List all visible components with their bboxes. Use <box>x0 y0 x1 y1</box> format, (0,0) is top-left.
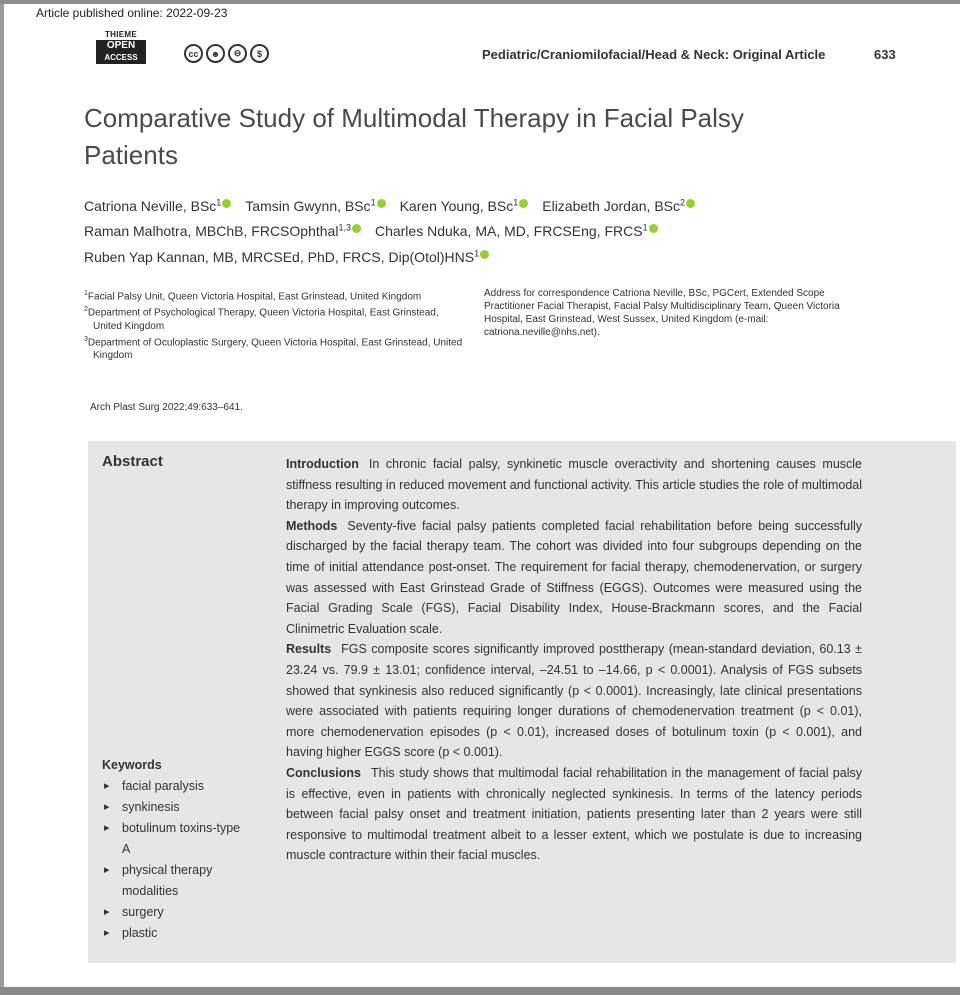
affiliation-number: 2 <box>84 306 88 314</box>
author <box>84 223 361 239</box>
logo-line-1: THIEME <box>104 30 138 39</box>
abstract-section <box>286 454 862 516</box>
affiliation-text: Department of Psychological Therapy, Queen Victoria Hospital, East Grinstead, United Kingdom <box>87 307 439 332</box>
orcid-icon[interactable] <box>480 250 489 259</box>
affiliation <box>84 287 469 303</box>
orcid-icon[interactable] <box>222 199 231 208</box>
author-affiliation-number: 1 <box>642 222 648 233</box>
abstract-section-text: This study shows that multimodal facial rehabilitation in the management of facial palsy is effective, even in patients with chronically neglected synkinesis. In terms of the latency periods between facial palsy onset and treatment initiation, patients presenting later than 2 years were still responsive to multimodal treatment albeit to a lesser extent, which we postulate is due to increasing muscle contracture within their facial muscles. <box>286 765 862 863</box>
keywords-list <box>102 776 242 944</box>
citation: Arch Plast Surg 2022;49:633–641. <box>90 402 243 413</box>
page-number: 633 <box>874 47 896 62</box>
author-affiliation-number: 1,3 <box>338 222 351 233</box>
nd-icon: $ <box>250 44 269 63</box>
logo-line-3: ACCESS <box>96 52 146 64</box>
author-list <box>84 191 824 268</box>
author <box>84 198 231 214</box>
running-head: Pediatric/Craniomilofacial/Head & Neck: Original Article <box>482 47 826 62</box>
orcid-icon[interactable] <box>519 199 528 208</box>
author <box>400 198 529 214</box>
abstract-section-text: In chronic facial palsy, synkinetic muscle overactivity and shortening causes muscle stiffness resulting in reduced movement and functional activity. This article studies the role of multimodal therapy in improving outcomes. <box>286 457 862 513</box>
viewer-bottom-bar <box>0 987 960 995</box>
author-affiliation-number: 1 <box>513 197 519 207</box>
author-name: Raman Malhotra, MBChB, FRCSOphthal <box>84 223 339 240</box>
author <box>375 223 658 239</box>
article-title: Comparative Study of Multimodal Therapy in Facial Palsy Patients <box>84 103 744 170</box>
keywords-block <box>102 755 242 944</box>
keywords-heading: Keywords <box>102 758 162 772</box>
logo-line-2: OPEN <box>96 40 146 52</box>
abstract-section <box>286 516 862 640</box>
abstract-section <box>286 639 862 763</box>
abstract-section-heading: Introduction <box>286 457 359 471</box>
cc-icon: cc <box>184 44 203 63</box>
affiliation-number: 1 <box>84 290 88 297</box>
author-affiliation-number: 2 <box>680 197 686 207</box>
author <box>245 198 385 214</box>
affiliation-list <box>84 287 469 362</box>
keyword-item: ▸ surgery <box>102 902 242 923</box>
affiliation-text: Facial Palsy Unit, Queen Victoria Hospital, East Grinstead, United Kingdom <box>87 291 422 303</box>
published-online-stamp: Article published online: 2022-09-23 <box>36 6 228 20</box>
author <box>542 198 695 214</box>
abstract-section-text: Seventy-five facial palsy patients completed facial rehabilitation before being successfully discharged by the facial therapy team. The cohort was divided into four subgroups depending on the time of initial attendance post-onset. The requirement for facial therapy, chemodenervation, or surgery was assessed with East Grinstead Grade of Stiffness (EGGS). Outcomes were measured using the Facial Grading Scale (FGS), Facial Disability Index, House-Brackmann scores, and the Facial Clinimetric Evaluation scale. <box>286 518 862 636</box>
abstract-box <box>88 441 956 963</box>
affiliation <box>84 303 469 332</box>
orcid-icon[interactable] <box>377 199 386 208</box>
affiliation-number: 3 <box>84 335 88 343</box>
abstract-section <box>286 763 862 866</box>
keyword-item: ▸ botulinum toxins-type A <box>102 818 242 860</box>
author-name: Tamsin Gwynn, BSc <box>245 197 371 214</box>
abstract-section-text: FGS composite scores significantly improved posttherapy (mean-standard deviation, 60.13 ± 23.24 vs. 79.9 ± 13.01; confidence interval, –24.51 to –14.66, p < 0.0001). Analysis of FGS subsets showed that synkinesis also reduced significantly (p < 0.0001). Increasingly, late clinical presentations were associated with patients requiring longer durations of chemodenervation treatment (p < 0.01), more chemodenervation episodes (p < 0.01), increased doses of botulinum toxin (p < 0.001), and having higher EGGS score (p < 0.001). <box>286 642 862 760</box>
author <box>84 249 489 265</box>
affiliation <box>84 333 469 362</box>
abstract-heading: Abstract <box>102 453 163 470</box>
author-affiliation-number: 1 <box>216 197 222 207</box>
correspondence-address: Address for correspondence Catriona Neville, BSc, PGCert, Extended Scope Practitioner Facial Therapist, Facial Palsy Multidisciplinary Team, Queen Victoria Hospital, East Grinstead, West Sussex, United Kingdom (e-mail: catriona.neville@nhs.net). <box>484 288 840 338</box>
keyword-item: ▸ facial paralysis <box>102 776 242 797</box>
author-name: Charles Nduka, MA, MD, FRCSEng, FRCS <box>374 223 643 240</box>
orcid-icon[interactable] <box>352 224 361 233</box>
orcid-icon[interactable] <box>686 199 695 208</box>
article-page <box>4 4 960 987</box>
author-affiliation-number: 1 <box>370 197 376 207</box>
orcid-icon[interactable] <box>649 224 658 233</box>
abstract-section-heading: Methods <box>286 518 338 533</box>
author-name: Elizabeth Jordan, BSc <box>542 197 680 214</box>
keyword-item: ▸ physical therapy modalities <box>102 860 242 902</box>
author-name: Catriona Neville, BSc <box>84 197 217 214</box>
keyword-item: ▸ plastic <box>102 923 242 944</box>
author-name: Ruben Yap Kannan, MB, MRCSEd, PhD, FRCS, Dip(Otol)HNS <box>84 248 475 265</box>
author-name: Karen Young, BSc <box>399 197 514 214</box>
nc-icon: ⊖ <box>228 44 247 63</box>
thieme-open-access-logo <box>96 30 146 74</box>
by-icon: ☻ <box>206 44 225 63</box>
abstract-body <box>286 454 862 866</box>
author-affiliation-number: 1 <box>474 248 480 259</box>
affiliation-text: Department of Oculoplastic Surgery, Queen Victoria Hospital, East Grinstead, United Kingdom <box>87 336 463 361</box>
abstract-section-heading: Conclusions <box>286 765 362 780</box>
license-icons <box>184 44 269 63</box>
abstract-section-heading: Results <box>286 642 332 657</box>
keyword-item: ▸ synkinesis <box>102 797 242 818</box>
